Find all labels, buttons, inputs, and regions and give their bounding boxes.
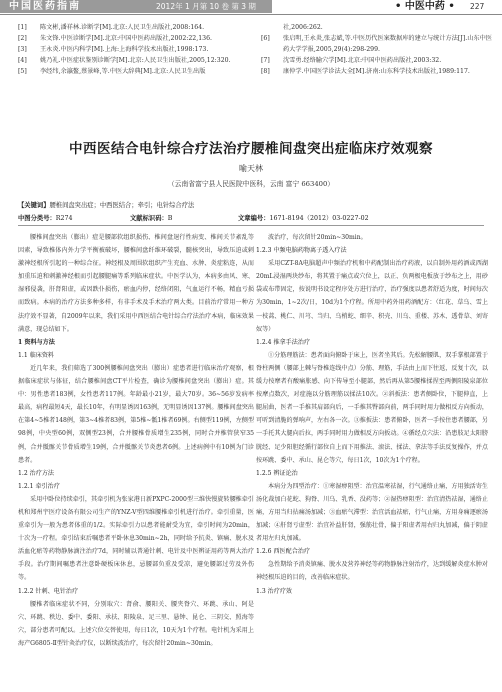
- body-paragraph: 近几年来，我们筛选了300例腰椎间盘突出（膨出）症患者进行临床治疗观察，根据临床症状与体征，结合腰椎间盘CT平片检查，确诊为腰椎间盘突出（膨出）症。其中：男性患者183例，女性患者117例。年龄最小21岁，最大70岁。36~56岁发病率最高，病程最短4天，最长10年，有明显诱因163例，无明显诱因137例。腰椎间盘突出在第4~5椎者148例，第3~4椎者83例，第5椎~骶1椎者69例。右侧型119例，左侧型98例，中央型60例，双侧型23例，合并腰椎骨质增生235例，同时合并椎管狭窄35例，合并骶髂关节骨质增生19例，合并骶髂关节炎患者6例。上述病例中有10例为门诊患者。: [18, 364, 254, 464]
- reference-item: [261, 33, 493, 55]
- reference-number: [1]: [18, 24, 27, 31]
- journal-name: 中国医药指南: [9, 1, 81, 12]
- reference-item: [18, 55, 256, 66]
- reference-text: 李经纬,余瀛鳌,蔡景峰,等.中医大辞典[M].北京:人民卫生出版: [40, 68, 206, 75]
- reference-number: [4]: [18, 57, 27, 64]
- reference-text: 陈文彬,潘祥林.诊断学[M].北京:人民卫生出版社,2008:164.: [40, 24, 205, 31]
- issue-info: 2012年 1 月第 10 卷 第 3 期: [156, 2, 256, 11]
- reference-text: 沈雪勇.经络腧穴学[M].北京:中国中医药出版社,2003:32.: [283, 57, 442, 64]
- reference-text: 姚乃礼.中医症状鉴别诊断学[M].北京:人民卫生出版社,2005,12:320.: [40, 57, 231, 64]
- header-rule: [0, 14, 502, 15]
- keywords-text: 腰椎间盘突出症；中西医结合；牵引；电针综合疗法: [49, 202, 195, 209]
- reference-text: 张启明,王永炎,张志斌,等.中医历代医案数据库的建立与统计方法[J].山东中医药大学学报,2005,29(4):298-299.: [283, 35, 492, 53]
- reference-item: [261, 66, 493, 77]
- body-paragraph: 腰椎者临床症状不同，分别取穴：肾俞、腰阳关、腰夹脊穴、环跳、承山、阿是穴、环跳、秩边、委中、委阳、承扶、阳陵泉、足三里、悬钟、昆仑、三阴交、照海等穴，部分患者可配以。上述穴位交替使用，每日1次，10天为1个疗程。电针机为采用上海产G6805-Ⅱ型针灸治疗仪，以断续波治疗，每次留针20min~30min。: [18, 600, 254, 647]
- keywords-label: 【关键词】: [18, 202, 50, 209]
- doc-value: B: [167, 215, 173, 222]
- clc-number: [18, 213, 73, 222]
- reference-item: [261, 22, 493, 33]
- reference-number: [5]: [18, 68, 27, 75]
- section-heading: 1.3 治疗疗效: [256, 587, 293, 595]
- page-number: 227: [470, 2, 485, 11]
- author-affiliation: （云南省富宁县人民医院中医科，云南 富宁 663400）: [167, 180, 335, 188]
- body-paragraph: ①分筋理筋法：患者面向俯卧于床上，医者坐其后。先松解腰肌，双手掌根部置于脊柱两侧（腰部上棘与脊椎连线中点）分筋、理筋，手法由上而下往返，反复十次，以缓力按摩者有酸痛胀感、向下传导至小腿部，然后再从第5腰椎揉捏至两侧阳陵泉部位按摩点数次，对症施以分筋理筋以揉法10次。②斜扳法：患者侧卧位，下腿伸直，上腿屈曲，医者一手推其肩部向后，一手推其臀部向前，两手同时用力做相反方向扳动，可听到清脆的弹响声，左右各一次。③推扳法：患者俯卧，医者一手按住患者腰部，另一手托其大腿向后拉，两手同时用力做相反方向扳动。④循经点穴法：沿患肢足太阳膀胱经、足少阳胆经循行部位自上而下用推法、滚法、揉法、拿法等手法反复操作，并点按环跳、委中、承山、昆仑等穴，每日1次，10次为1个疗程。: [256, 351, 488, 464]
- section-heading: 1.2.5 辨证论治: [256, 469, 298, 477]
- section-heading: 1.2.1 牵引治疗: [18, 482, 60, 490]
- body-paragraph: 本病分为四型治疗：①寒湿痹阻型：治宜温寒祛湿，行气通络止痛，方用独活寄生汤化裁加白花蛇、狗脊、川乌、乳香、没药等；②湿热痹阻型：治宜清热祛湿，通络止痛，方用当归拈痛汤加减；③血瘀气滞型：治宜活血祛瘀，行气止痛，方用身痛逐瘀汤加减；④肝肾亏虚型：治宜补益肝肾，强筋壮骨，偏于阳虚者用右归丸加减，偏于阴虚者用左归丸加减。: [256, 482, 488, 543]
- section-name: • 中医中药 •: [395, 1, 455, 12]
- reference-item: [18, 44, 256, 55]
- body-paragraph: 采用中卧位持续牵引，其牵引机为张家港日新PXPC-2000型三维快慢旋转腰椎牵引机和郑州宇医疗设备有限公司生产的YNZ-V型四维腰椎牵引机进行治疗。牵引重量，医重牵引为一般为患者体重的1/2。实际牵引力以患者能耐受为宜，牵引时间为20min，十次为一疗程。牵引结束后嘱患者平卧休息30min~2h，同时给予抗炎、镇痛、脱水及活血化瘀等药物静脉滴注治疗7d，同时辅以普通针刺、电针及中医辨证用药等两大治疗手段。治疗期间嘱患者注意卧硬板床休息，忌腰部负重及受凉，避免腰部过劳及外伤等。: [18, 495, 254, 582]
- reference-text: 社,2006:262.: [283, 24, 323, 31]
- reference-item: [261, 55, 493, 66]
- header-band: [0, 0, 272, 13]
- reference-item: [18, 22, 256, 33]
- doc-label: 文献标识码：: [130, 215, 168, 222]
- references-right: [261, 22, 493, 77]
- clc-label: 中图分类号：: [18, 215, 56, 222]
- keywords-line: [18, 200, 194, 209]
- article-title: 中西医结合电针综合疗法治疗腰椎间盘突出症临床疗效观察: [69, 141, 433, 157]
- section-heading: 1.2.3 中频电脑药物离子透入疗法: [256, 247, 347, 255]
- reference-text: 王永炎.中医内科学[M].上海:上海科学技术出版社,1998:173.: [40, 46, 209, 53]
- body-column-right: [256, 231, 488, 598]
- article-number: [238, 213, 369, 222]
- body-paragraph: 腰椎间盘突出（膨出）症是腰部软组织损伤、椎间盘退行性病变、椎间关节紊乱等因素，导致椎体内外力学平衡被破坏，腰椎间盘纤维环破裂，髓核突出，导致压迫或刺激神经根所引起的一种综合征。神经根及周围软组织产生充血、水肿、炎症粘连，从而加重压迫和刺激神经根而引起腰腿痛等系列临床症状。中医学认为，本病多由风、寒、湿邪侵袭，肝肾阳虚，或因跌仆损伤，瘀血内停，经络闭阻，气血运行不畅，精血亏损而致病。本病的治疗方法多种多样，有非手术及手术治疗两大类。目前治疗常用一种方法疗效不显著，自2009年以来，我们采用中西医结合电针综合疗法治疗本病，临床效果满意，现总结如下。: [18, 234, 254, 333]
- art-label: 文章编号：: [238, 215, 270, 222]
- body-column-left: [18, 231, 254, 650]
- body-paragraph: 急性期给予消炎镇痛、脱水及营养神经等药物静脉注射治疗，达到缓解炎症水肿对神经根压迫的目的，改善临床症状。: [256, 561, 488, 582]
- clc-value: R274: [55, 215, 73, 222]
- section-heading: 1.2.4 推拿手法治疗: [256, 338, 311, 346]
- section-heading: 1.2 治疗方法: [18, 469, 55, 477]
- reference-number: [8]: [261, 68, 270, 75]
- section-heading: 1.2.2 针刺、电针治疗: [18, 587, 79, 595]
- body-paragraph: 波治疗，每次留针20min~30min。: [268, 234, 367, 241]
- reference-item: [18, 33, 256, 44]
- body-paragraph: 采用CZT-8A电脑超声中频治疗机和中药配制出治疗药液，以自制外用药酒或西湖20mL浸湿两块纱布，将其置于痛点或穴位上，以正、负两极电板放于纱布之上，用砂袋或布带固定，按说明书设定程序处方进行治疗，治疗强度以患者舒适为度，时间每次为30min，1~2次/日，10d为1个疗程。所用中药外用药酒配方：（红花、草乌、雪上一枝蒿、桃仁、川芎、当归、乌梢蛇、细辛、积壳、川乌、重楼、苏木、透骨草、刘寄奴等）: [256, 260, 488, 333]
- article-author: 喻天林: [239, 164, 263, 173]
- reference-item: [18, 66, 256, 77]
- references-left: [18, 22, 256, 77]
- reference-text: 康仲学.中国医学诊法大全[M].济南:山东科学技术出版社,1989:117.: [283, 68, 470, 75]
- page-header: [0, 0, 502, 17]
- section-heading: 1 资料与方法: [18, 338, 55, 346]
- document-code: [130, 213, 172, 222]
- reference-text: 朱文锋.中医诊断学[M].北京:中国中医药出版社,2002:22,136.: [40, 35, 212, 42]
- reference-number: [6]: [261, 35, 270, 42]
- section-heading: 1.1 临床资料: [18, 351, 55, 359]
- reference-number: [2]: [18, 35, 27, 42]
- meta-divider: [18, 225, 484, 226]
- reference-number: [7]: [261, 57, 270, 64]
- art-value: 1671-8194（2012）03-0227-02: [269, 215, 369, 222]
- section-heading: 1.2.6 西医配合治疗: [256, 548, 311, 556]
- reference-number: [3]: [18, 46, 27, 53]
